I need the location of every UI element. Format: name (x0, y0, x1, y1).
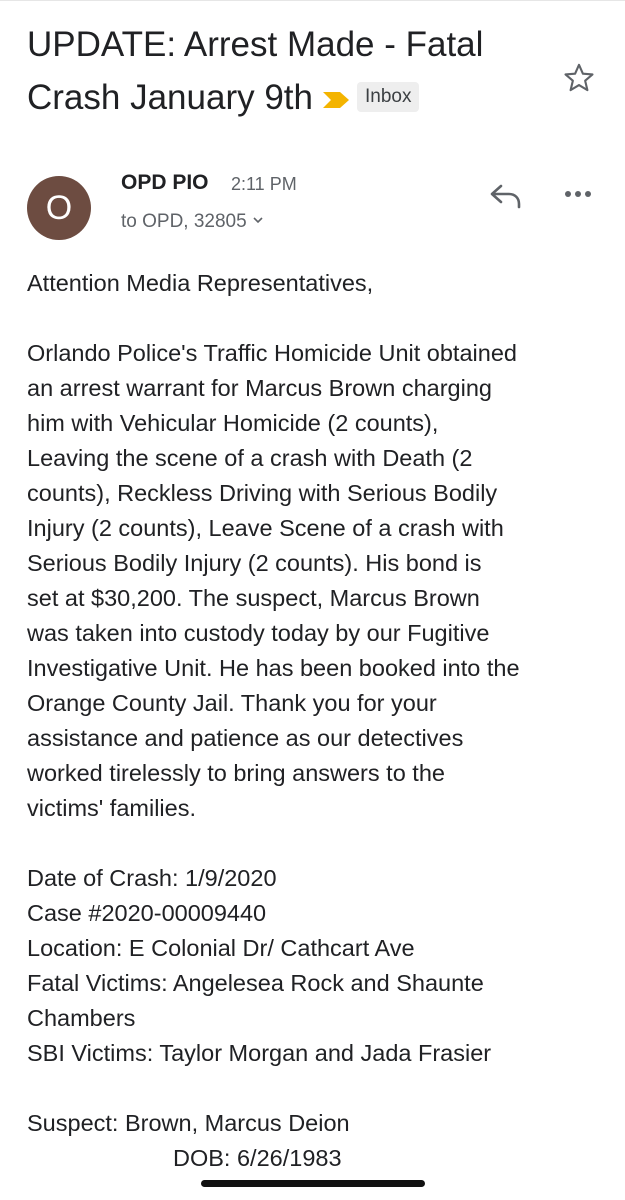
paragraph-line: set at $30,200. The suspect, Marcus Brown (27, 585, 480, 611)
greeting: Attention Media Representatives, (27, 270, 374, 296)
subject-text: UPDATE: Arrest Made - Fatal Crash January 9th (27, 25, 484, 117)
recipients-toggle[interactable] (121, 211, 265, 233)
fatal-victims: Fatal Victims: Angelesea Rock and Shaunte (27, 970, 484, 996)
sender-avatar[interactable]: O (27, 176, 91, 240)
paragraph-line: counts), Reckless Driving with Serious Bodily (27, 480, 498, 506)
paragraph-line: Orange County Jail. Thank you for your (27, 690, 437, 716)
suspect-dob: DOB: 6/26/1983 (173, 1145, 342, 1171)
paragraph-line: Serious Bodily Injury (2 counts). His bond is (27, 550, 482, 576)
paragraph-line: Leaving the scene of a crash with Death (2 (27, 445, 473, 471)
paragraph-line: was taken into custody today by our Fugitive (27, 620, 490, 646)
home-indicator[interactable] (201, 1180, 425, 1187)
paragraph-line: victims' families. (27, 795, 196, 821)
crash-details (27, 861, 617, 1071)
paragraph-line: him with Vehicular Homicide (2 counts), (27, 410, 439, 436)
top-divider (0, 0, 625, 11)
email-subject (27, 18, 547, 126)
sbi-victims: SBI Victims: Taylor Morgan and Jada Frasier (27, 1040, 492, 1066)
inbox-label-chip[interactable]: Inbox (357, 82, 419, 112)
sender-name: OPD PIO (121, 171, 209, 194)
fatal-victims-cont: Chambers (27, 1005, 136, 1031)
sent-time: 2:11 PM (231, 174, 297, 194)
email-body (27, 266, 617, 1176)
paragraph-line: Investigative Unit. He has been booked into the (27, 655, 520, 681)
paragraph-line: an arrest warrant for Marcus Brown charging (27, 375, 492, 401)
suspect-name: Suspect: Brown, Marcus Deion (27, 1110, 350, 1136)
importance-marker-icon[interactable] (321, 73, 351, 126)
announcement-paragraph (27, 336, 617, 826)
paragraph-line: assistance and patience as our detectives (27, 725, 464, 751)
reply-icon[interactable] (488, 180, 524, 212)
paragraph-line: worked tirelessly to bring answers to the (27, 760, 445, 786)
crash-location: Location: E Colonial Dr/ Cathcart Ave (27, 935, 415, 961)
more-options-icon[interactable] (562, 184, 594, 204)
case-number: Case #2020-00009440 (27, 900, 267, 926)
paragraph-line: Orlando Police's Traffic Homicide Unit obtained (27, 340, 517, 366)
chevron-down-icon[interactable] (251, 211, 265, 233)
recipients-text: to OPD, 32805 (121, 211, 247, 233)
star-icon[interactable] (561, 60, 597, 96)
crash-date: Date of Crash: 1/9/2020 (27, 865, 277, 891)
paragraph-line: Injury (2 counts), Leave Scene of a crash with (27, 515, 504, 541)
